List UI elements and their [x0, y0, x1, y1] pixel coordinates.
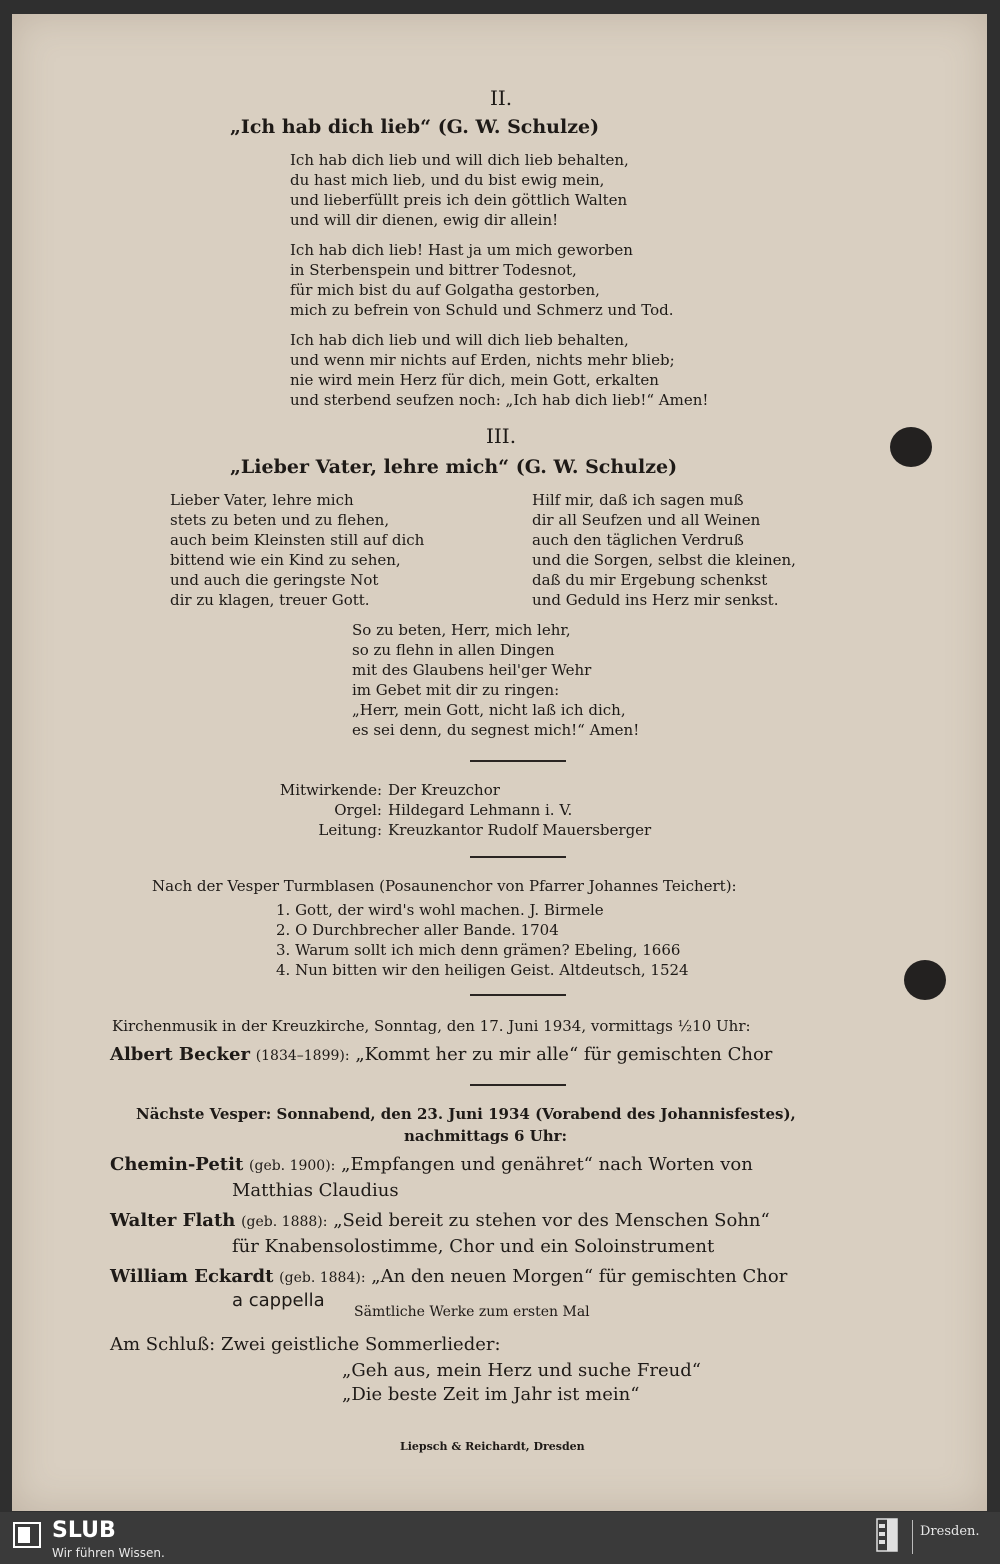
stanza-3	[290, 330, 708, 410]
credit-value: Der Kreuzchor	[388, 781, 500, 799]
work-title: „Seid bereit zu stehen vor des Menschen Sohn“	[333, 1210, 770, 1231]
list-item: 2. O Durchbrecher aller Bande. 1704	[276, 921, 559, 939]
credits-labels	[232, 780, 382, 840]
divider	[470, 994, 566, 996]
verse-line: und wenn mir nichts auf Erden, nichts mehr blieb;	[290, 351, 675, 369]
composer-years: (1834–1899):	[255, 1048, 350, 1064]
printer-credit: Liepsch & Reichardt, Dresden	[400, 1440, 585, 1453]
credit-label: Mitwirkende:	[279, 781, 382, 799]
verse-line: auch den täglichen Verdruß	[532, 531, 744, 549]
list-item: 3. Warum sollt ich mich denn grämen? Ebeling, 1666	[276, 941, 681, 959]
composer-name: Walter Flath	[110, 1210, 236, 1231]
work-entry	[110, 1210, 770, 1231]
verse-line: „Herr, mein Gott, nicht laß ich dich,	[352, 701, 626, 719]
verse-line: und sterbend seufzen noch: „Ich hab dich lieb!“ Amen!	[290, 391, 709, 409]
work-detail: Matthias Claudius	[232, 1180, 399, 1201]
verse-line: du hast mich lieb, und du bist ewig mein,	[290, 171, 605, 189]
verse-line: Ich hab dich lieb! Hast ja um mich geworben	[290, 241, 633, 259]
dresden-crest-icon[interactable]	[876, 1518, 898, 1552]
song-title: „Geh aus, mein Herz und suche Freud“	[342, 1360, 701, 1381]
stanza-1	[290, 150, 629, 230]
verse-line: nie wird mein Herz für dich, mein Gott, erkalten	[290, 371, 659, 389]
closing-label: Am Schluß:	[110, 1334, 216, 1355]
kirchenmusik-work	[110, 1044, 772, 1065]
verse-line: und lieberfüllt preis ich dein göttlich Walten	[290, 191, 628, 209]
verse-line: auch beim Kleinsten still auf dich	[170, 531, 425, 549]
divider	[470, 1084, 566, 1086]
verse-line: Lieber Vater, lehre mich	[170, 491, 354, 509]
verse-line: bittend wie ein Kind zu sehen,	[170, 551, 401, 569]
verse-line: es sei denn, du segnest mich!“ Amen!	[352, 721, 640, 739]
section-numeral-3: III.	[486, 424, 517, 448]
footer-bar	[0, 1512, 1000, 1564]
premiere-note: Sämtliche Werke zum ersten Mal	[354, 1304, 590, 1320]
section-title-3: „Lieber Vater, lehre mich“ (G. W. Schulze)	[230, 456, 678, 478]
verse-line: und auch die geringste Not	[170, 571, 379, 589]
stanza-2	[290, 240, 674, 320]
credit-value: Kreuzkantor Rudolf Mauersberger	[388, 821, 652, 839]
list-item: 1. Gott, der wird's wohl machen. J. Birmele	[276, 901, 604, 919]
turmblasen-heading: Nach der Vesper Turmblasen (Posaunenchor von Pfarrer Johannes Teichert):	[152, 877, 737, 895]
composer-name: Albert Becker	[110, 1044, 250, 1065]
verse-left-column	[170, 490, 424, 610]
credit-label: Leitung:	[318, 821, 382, 839]
turmblasen-list	[276, 900, 689, 980]
verse-line: stets zu beten und zu flehen,	[170, 511, 390, 529]
next-vesper-line: Nächste Vesper: Sonnabend, den 23. Juni 1934 (Vorabend des Johannisfestes),	[136, 1105, 796, 1123]
verse-line: und die Sorgen, selbst die kleinen,	[532, 551, 796, 569]
verse-line: dir all Seufzen und all Weinen	[532, 511, 761, 529]
verse-line: in Sterbenspein und bittrer Todesnot,	[290, 261, 577, 279]
verse-line: Hilf mir, daß ich sagen muß	[532, 491, 744, 509]
credit-label: Orgel:	[334, 801, 382, 819]
divider	[470, 856, 566, 858]
verse-line: und will dir dienen, ewig dir allein!	[290, 211, 559, 229]
credit-value: Hildegard Lehmann i. V.	[388, 801, 573, 819]
next-vesper-time: nachmittags 6 Uhr:	[404, 1127, 568, 1145]
song-title: „Die beste Zeit im Jahr ist mein“	[342, 1384, 640, 1405]
composer-name: Chemin-Petit	[110, 1154, 244, 1175]
slub-logo-icon[interactable]	[12, 1520, 42, 1550]
section-numeral-2: II.	[490, 86, 513, 110]
work-title: „An den neuen Morgen“ für gemischten Chor	[371, 1266, 788, 1287]
work-title: „Kommt her zu mir alle“ für gemischten Chor	[355, 1044, 773, 1065]
punch-hole	[904, 960, 946, 1000]
verse-line: so zu flehn in allen Dingen	[352, 641, 555, 659]
work-detail: für Knabensolostimme, Chor und ein Soloinstrument	[232, 1236, 715, 1257]
closing-line	[110, 1334, 501, 1355]
verse-line: daß du mir Ergebung schenkst	[532, 571, 768, 589]
document-page	[12, 14, 987, 1511]
verse-line: mich zu befrein von Schuld und Schmerz und Tod.	[290, 301, 674, 319]
verse-line: dir zu klagen, treuer Gott.	[170, 591, 370, 609]
list-item: 4. Nun bitten wir den heiligen Geist. Altdeutsch, 1524	[276, 961, 689, 979]
verse-line: für mich bist du auf Golgatha gestorben,	[290, 281, 600, 299]
work-detail: a cappella	[232, 1290, 325, 1311]
composer-years: (geb. 1888):	[241, 1214, 328, 1230]
verse-line: So zu beten, Herr, mich lehr,	[352, 621, 571, 639]
composer-years: (geb. 1884):	[279, 1270, 366, 1286]
verse-line: und Geduld ins Herz mir senkst.	[532, 591, 779, 609]
work-entry	[110, 1154, 753, 1175]
verse-line: mit des Glaubens heil'ger Wehr	[352, 661, 592, 679]
section-title-2: „Ich hab dich lieb“ (G. W. Schulze)	[230, 116, 600, 138]
footer-separator	[912, 1520, 913, 1554]
verse-line: im Gebet mit dir zu ringen:	[352, 681, 560, 699]
dresden-brand[interactable]: Dresden.	[920, 1524, 980, 1539]
slub-tagline: Wir führen Wissen.	[52, 1546, 165, 1560]
composer-years: (geb. 1900):	[249, 1158, 336, 1174]
divider	[470, 760, 566, 762]
kirchenmusik-line: Kirchenmusik in der Kreuzkirche, Sonntag, den 17. Juni 1934, vormittags ½10 Uhr:	[112, 1017, 751, 1035]
verse-center-column	[352, 620, 639, 740]
work-title: „Empfangen und genähret“ nach Worten von	[341, 1154, 753, 1175]
composer-name: William Eckardt	[110, 1266, 274, 1287]
closing-text: Zwei geistliche Sommerlieder:	[220, 1334, 501, 1355]
punch-hole	[890, 427, 932, 467]
verse-right-column	[532, 490, 796, 610]
slub-brand[interactable]: SLUB	[52, 1518, 116, 1543]
verse-line: Ich hab dich lieb und will dich lieb behalten,	[290, 331, 629, 349]
credits-values	[388, 780, 651, 840]
work-entry	[110, 1266, 787, 1287]
verse-line: Ich hab dich lieb und will dich lieb behalten,	[290, 151, 629, 169]
